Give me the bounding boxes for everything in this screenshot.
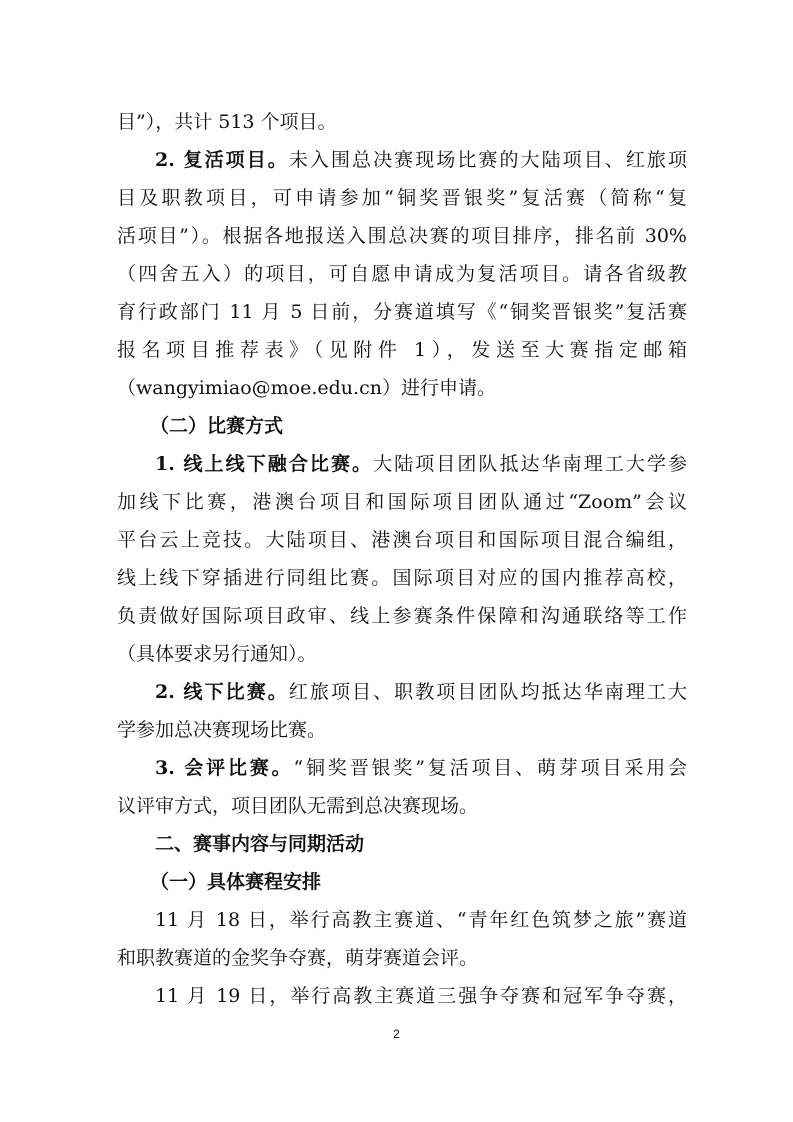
page-number: 2 xyxy=(393,1027,400,1041)
paragraph-line: 11 月 19 日，举行高教主赛道三强争夺赛和冠军争夺赛， xyxy=(155,985,687,1007)
paragraph-line: （wangyimiao@moe.edu.cn）进行申请。 xyxy=(117,377,496,399)
paragraph-line: 育行政部门 11 月 5 日前，分赛道填写《“铜奖晋银奖”复活赛 xyxy=(117,301,687,323)
paragraph-line: 2. 复活项目。未入围总决赛现场比赛的大陆项目、红旅项 xyxy=(155,149,687,171)
paragraph-line: 负责做好国际项目政审、线上参赛条件保障和沟通联络等工作 xyxy=(117,605,687,627)
item-heading: 1. 线上线下融合比赛。 xyxy=(155,453,374,475)
item-heading: 2. 线下比赛。 xyxy=(155,681,289,703)
paragraph-line: 3. 会评比赛。“铜奖晋银奖”复活项目、萌芽项目采用会 xyxy=(155,757,687,779)
paragraph-line: 学参加总决赛现场比赛。 xyxy=(117,719,327,741)
section-heading: 二、赛事内容与同期活动 xyxy=(155,833,365,855)
paragraph-line: 线上线下穿插进行同组比赛。国际项目对应的国内推荐高校， xyxy=(117,567,687,589)
paragraph-line: 活项目”）。根据各地报送入围总决赛的项目排序，排名前 30% xyxy=(117,225,687,247)
paragraph-line: 11 月 18 日，举行高教主赛道、“青年红色筑梦之旅”赛道 xyxy=(155,909,687,931)
paragraph-line: 目”），共计 513 个项目。 xyxy=(117,111,337,133)
paragraph-line: 报名项目推荐表》（见附件 1），发送至大赛指定邮箱 xyxy=(117,339,687,361)
paragraph-line: （四舍五入）的项目，可自愿申请成为复活项目。请各省级教 xyxy=(117,263,687,285)
item-heading: 2. 复活项目。 xyxy=(155,149,289,171)
paragraph-line: 2. 线下比赛。红旅项目、职教项目团队均抵达华南理工大 xyxy=(155,681,687,703)
paragraph-line: 议评审方式，项目团队无需到总决赛现场。 xyxy=(117,795,479,817)
subsection-heading: （一）具体赛程安排 xyxy=(150,871,322,893)
subsection-heading: （二）比赛方式 xyxy=(150,415,284,437)
paragraph-line: 和职教赛道的金奖争夺赛，萌芽赛道会评。 xyxy=(117,947,479,969)
paragraph-line: 加线下比赛，港澳台项目和国际项目团队通过“Zoom”会议 xyxy=(117,491,687,513)
paragraph-line: 目及职教项目，可申请参加“铜奖晋银奖”复活赛（简称“复 xyxy=(117,187,687,209)
paragraph-line: 平台云上竞技。大陆项目、港澳台项目和国际项目混合编组， xyxy=(117,529,687,551)
item-heading: 3. 会评比赛。 xyxy=(155,757,294,779)
paragraph-line: 1. 线上线下融合比赛。大陆项目团队抵达华南理工大学参 xyxy=(155,453,687,475)
paragraph-line: （具体要求另行通知）。 xyxy=(117,643,317,665)
